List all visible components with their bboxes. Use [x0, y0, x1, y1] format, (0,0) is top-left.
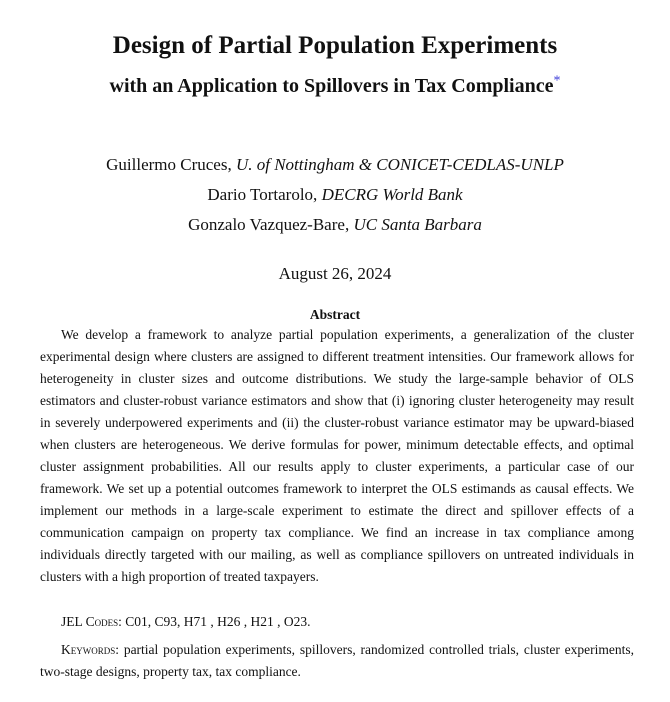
author-name: Dario Tortarolo, — [207, 185, 322, 204]
author-1 — [0, 154, 670, 176]
publication-date: August 26, 2024 — [278, 264, 392, 283]
title-line-1: Design of Partial Population Experiments — [112, 32, 558, 59]
author-affiliation: UC Santa Barbara — [353, 215, 482, 234]
jel-codes — [40, 611, 634, 633]
title-footnote-link[interactable]: * — [553, 73, 561, 89]
author-3 — [0, 214, 670, 236]
abstract-heading: Abstract — [309, 307, 361, 322]
author-affiliation: DECRG World Bank — [321, 185, 463, 204]
author-affiliation: U. of Nottingham & CONICET-CEDLAS-UNLP — [235, 155, 564, 174]
keywords-label: Keywords — [61, 642, 116, 657]
keywords-value: : partial population experiments, spillovers, randomized controlled trials, cluster experiments, two-stage designs, property tax, tax compliance. — [40, 642, 634, 679]
jel-label: JEL Codes — [61, 614, 119, 629]
keywords — [40, 639, 634, 683]
author-name: Guillermo Cruces, — [106, 155, 236, 174]
author-name: Gonzalo Vazquez-Bare, — [188, 215, 354, 234]
jel-value: : C01, C93, H71 , H26 , H21 , O23. — [118, 614, 311, 629]
paper-subtitle — [0, 72, 670, 100]
abstract-text: We develop a framework to analyze partial population experiments, a generalization of the cluster experimental design where clusters are assigned to different treatment intensities. Our framework allows for heterogeneity in cluster sizes and outcome distributions. We study the large-sample behavior of OLS estimators and cluster-robust variance estimators and show that (i) ignoring cluster heterogeneity may result in severely underpowered experiments and (ii) the cluster-robust variance estimator may be upward-biased when clusters are heterogeneous. We derive formulas for power, minimum detectable effects, and optimal cluster assignment probabilities. All our results apply to cluster experiments, a particular case of our framework. We set up a potential outcomes framework to interpret the OLS estimands as causal effects. We implement our methods in a large-scale experiment to estimate the direct and spillover effects of a communication campaign on property tax compliance. We find an increase in tax compliance among individuals directly targeted with our mailing, as well as compliance spillovers on untreated individuals in clusters with a high proportion of treated taxpayers. — [40, 327, 634, 584]
paper-title — [0, 30, 670, 62]
title-line-2: with an Application to Spillovers in Tax Compliance — [109, 75, 554, 97]
author-2 — [0, 184, 670, 206]
